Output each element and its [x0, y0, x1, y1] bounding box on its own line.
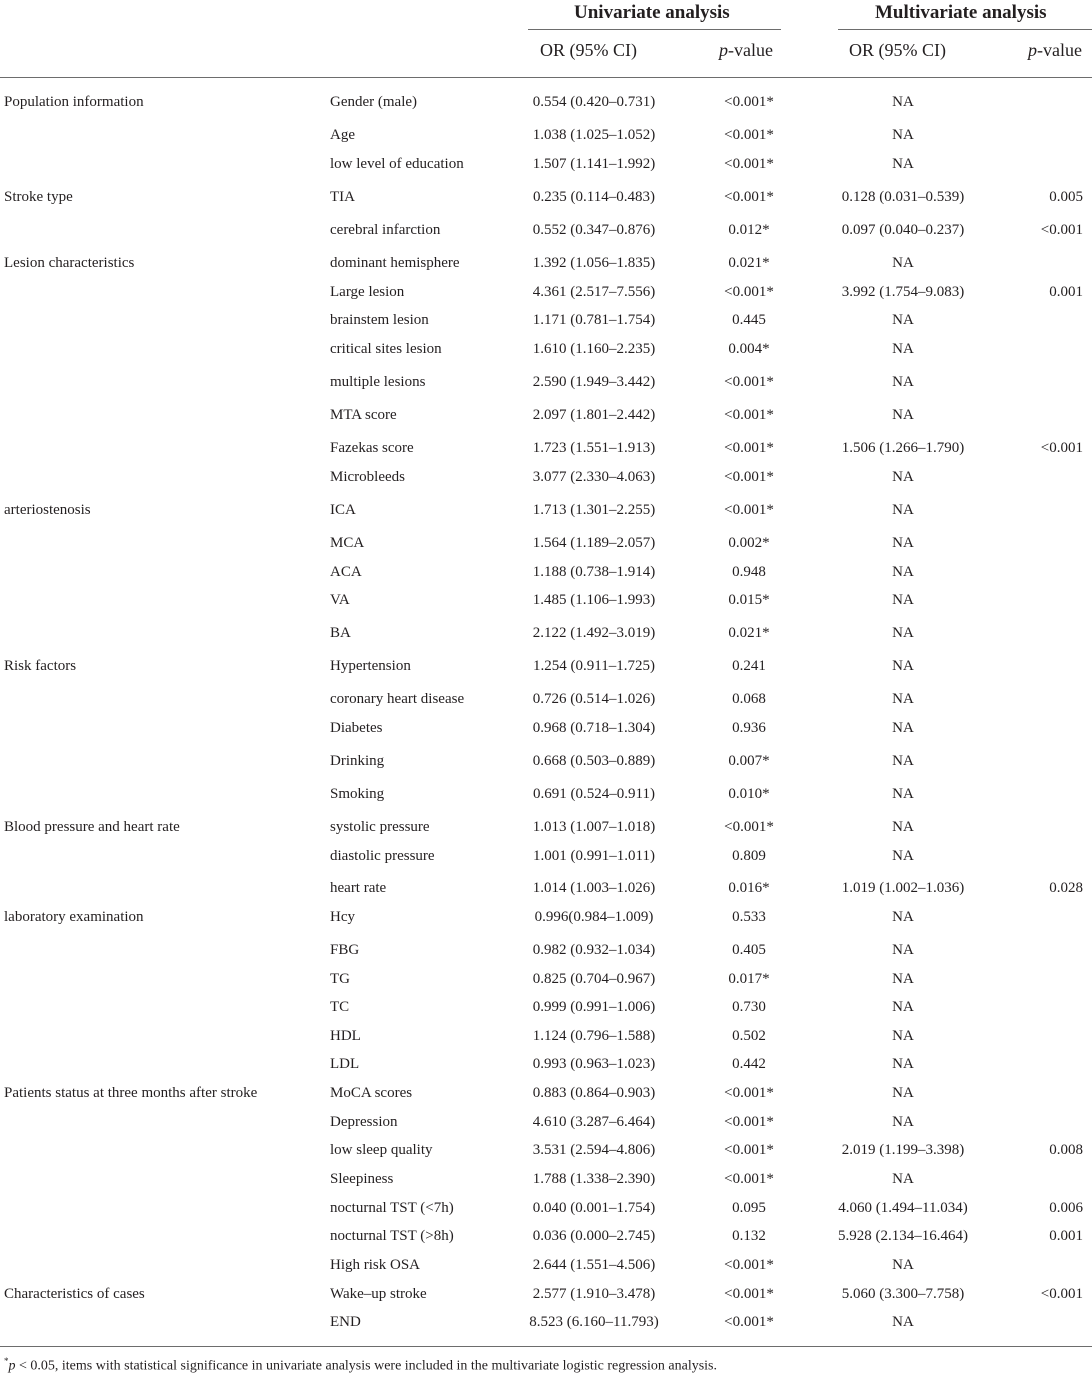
multivariate-p-cell: 0.008 — [1049, 1142, 1083, 1158]
multivariate-or-cell: 0.128 (0.031–0.539) — [841, 189, 965, 205]
multivariate-or-cell: NA — [892, 312, 914, 328]
variable-cell: Microbleeds — [330, 469, 405, 485]
multivariate-or-cell: NA — [892, 1171, 914, 1187]
multivariate-or-cell: NA — [892, 374, 914, 390]
variable-cell: Diabetes — [330, 720, 383, 736]
multivariate-or-cell: NA — [892, 1114, 914, 1130]
footnote — [4, 1356, 717, 1375]
variable-cell: High risk OSA — [330, 1257, 421, 1273]
header-bottom-rule — [0, 77, 1092, 78]
multivariate-or-cell: NA — [892, 971, 914, 987]
univariate-or-cell: 3.531 (2.594–4.806) — [532, 1142, 656, 1158]
univariate-or-cell: 0.036 (0.000–2.745) — [532, 1228, 656, 1244]
univariate-or-cell: 1.013 (1.007–1.018) — [532, 819, 656, 835]
multivariate-p-cell: <0.001 — [1040, 222, 1083, 238]
multivariate-or-cell: NA — [892, 341, 914, 357]
variable-cell: VA — [330, 592, 350, 608]
multivariate-heading: Multivariate analysis — [875, 2, 1047, 23]
variable-cell: MCA — [330, 535, 365, 551]
univariate-p-cell: <0.001* — [724, 407, 774, 423]
or-ci-header-univariate: OR (95% CI) — [540, 40, 637, 60]
univariate-or-cell: 1.564 (1.189–2.057) — [532, 535, 656, 551]
univariate-or-cell: 0.999 (0.991–1.006) — [532, 999, 656, 1015]
univariate-or-cell: 2.590 (1.949–3.442) — [532, 374, 656, 390]
univariate-or-cell: 0.552 (0.347–0.876) — [532, 222, 656, 238]
table-bottom-rule — [0, 1346, 1092, 1347]
univariate-or-cell: 2.577 (1.910–3.478) — [532, 1286, 656, 1302]
multivariate-or-cell: 1.506 (1.266–1.790) — [841, 440, 965, 456]
footnote-marker: * — [4, 1356, 9, 1366]
multivariate-p-cell: 0.001 — [1049, 1228, 1083, 1244]
univariate-p-cell: <0.001* — [724, 94, 774, 110]
multivariate-or-cell: NA — [892, 999, 914, 1015]
variable-cell: ACA — [330, 564, 362, 580]
univariate-p-cell: <0.001* — [724, 374, 774, 390]
variable-cell: Gender (male) — [330, 94, 418, 110]
univariate-or-cell: 1.507 (1.141–1.992) — [532, 156, 656, 172]
variable-cell: Depression — [330, 1114, 398, 1130]
variable-cell: Sleepiness — [330, 1171, 394, 1187]
variable-cell: critical sites lesion — [330, 341, 442, 357]
footnote-p-symbol: p — [8, 1358, 16, 1374]
univariate-underline — [528, 29, 781, 30]
univariate-p-cell: 0.068 — [732, 691, 766, 707]
univariate-p-cell: <0.001* — [724, 1286, 774, 1302]
p-symbol: p — [719, 40, 728, 60]
univariate-p-cell: 0.007* — [728, 753, 770, 769]
multivariate-or-cell: NA — [892, 592, 914, 608]
univariate-or-cell: 1.038 (1.025–1.052) — [532, 127, 656, 143]
univariate-p-cell: 0.241 — [732, 658, 766, 674]
univariate-or-cell: 1.124 (0.796–1.588) — [532, 1028, 656, 1044]
variable-cell: TC — [330, 999, 350, 1015]
variable-cell: Hypertension — [330, 658, 411, 674]
multivariate-or-cell: NA — [892, 909, 914, 925]
univariate-or-cell: 0.235 (0.114–0.483) — [533, 189, 655, 205]
footnote-text: < 0.05, items with statistical significance in univariate analysis were included in the multivariate logistic regression analysis. — [15, 1358, 717, 1374]
multivariate-or-cell: NA — [892, 535, 914, 551]
univariate-p-cell: 0.533 — [732, 909, 766, 925]
univariate-or-cell: 1.014 (1.003–1.026) — [532, 880, 656, 896]
univariate-p-cell: <0.001* — [724, 284, 774, 300]
univariate-p-cell: 0.405 — [732, 942, 766, 958]
variable-cell: nocturnal TST (<7h) — [330, 1200, 454, 1216]
univariate-or-cell: 0.825 (0.704–0.967) — [532, 971, 656, 987]
univariate-p-cell: <0.001* — [724, 127, 774, 143]
univariate-p-cell: 0.015* — [728, 592, 770, 608]
variable-cell: systolic pressure — [330, 819, 430, 835]
multivariate-or-cell: NA — [892, 786, 914, 802]
variable-cell: nocturnal TST (>8h) — [330, 1228, 454, 1244]
variable-cell: MTA score — [330, 407, 397, 423]
category-cell: Patients status at three months after stroke — [4, 1085, 258, 1101]
univariate-or-cell: 1.188 (0.738–1.914) — [532, 564, 656, 580]
multivariate-or-cell: 5.928 (2.134–16.464) — [838, 1228, 968, 1244]
category-cell: Lesion characteristics — [4, 255, 135, 271]
multivariate-or-cell: NA — [892, 156, 914, 172]
univariate-p-cell: 0.010* — [728, 786, 770, 802]
variable-cell: low level of education — [330, 156, 464, 172]
univariate-or-cell: 0.883 (0.864–0.903) — [532, 1085, 656, 1101]
univariate-p-cell: 0.730 — [732, 999, 766, 1015]
univariate-p-cell: <0.001* — [724, 189, 774, 205]
univariate-or-cell: 1.392 (1.056–1.835) — [532, 255, 656, 271]
variable-cell: heart rate — [330, 880, 387, 896]
univariate-or-cell: 1.254 (0.911–1.725) — [533, 658, 655, 674]
multivariate-underline — [838, 29, 1092, 30]
variable-cell: ICA — [330, 502, 356, 518]
univariate-p-cell: 0.132 — [732, 1228, 766, 1244]
multivariate-or-cell: 2.019 (1.199–3.398) — [841, 1142, 965, 1158]
univariate-p-cell: <0.001* — [724, 1085, 774, 1101]
univariate-p-cell: 0.004* — [728, 341, 770, 357]
univariate-p-cell: <0.001* — [724, 1142, 774, 1158]
multivariate-p-cell: 0.005 — [1049, 189, 1083, 205]
multivariate-or-cell: NA — [892, 691, 914, 707]
univariate-or-cell: 0.996(0.984–1.009) — [534, 909, 654, 925]
multivariate-or-cell: NA — [892, 407, 914, 423]
univariate-or-cell: 2.644 (1.551–4.506) — [532, 1257, 656, 1273]
multivariate-or-cell: NA — [892, 469, 914, 485]
univariate-or-cell: 0.968 (0.718–1.304) — [532, 720, 656, 736]
multivariate-or-cell: NA — [892, 502, 914, 518]
variable-cell: TG — [330, 971, 350, 987]
univariate-p-cell: 0.502 — [732, 1028, 766, 1044]
univariate-p-cell: <0.001* — [724, 156, 774, 172]
univariate-or-cell: 0.554 (0.420–0.731) — [532, 94, 656, 110]
univariate-p-cell: <0.001* — [724, 440, 774, 456]
multivariate-p-cell: 0.006 — [1049, 1200, 1083, 1216]
univariate-or-cell: 8.523 (6.160–11.793) — [529, 1314, 659, 1330]
univariate-or-cell: 0.993 (0.963–1.023) — [532, 1056, 656, 1072]
multivariate-or-cell: 4.060 (1.494–11.034) — [838, 1200, 968, 1216]
variable-cell: LDL — [330, 1056, 360, 1072]
multivariate-or-cell: NA — [892, 255, 914, 271]
univariate-p-cell: 0.017* — [728, 971, 770, 987]
univariate-or-cell: 1.485 (1.106–1.993) — [532, 592, 656, 608]
variable-cell: low sleep quality — [330, 1142, 433, 1158]
category-cell: Blood pressure and heart rate — [4, 819, 180, 835]
univariate-or-cell: 4.610 (3.287–6.464) — [532, 1114, 656, 1130]
variable-cell: Wake–up stroke — [330, 1286, 427, 1302]
univariate-or-cell: 0.040 (0.001–1.754) — [532, 1200, 656, 1216]
univariate-or-cell: 1.171 (0.781–1.754) — [532, 312, 656, 328]
univariate-or-cell: 0.726 (0.514–1.026) — [532, 691, 656, 707]
multivariate-or-cell: NA — [892, 1314, 914, 1330]
univariate-or-cell: 1.001 (0.991–1.011) — [533, 848, 655, 864]
multivariate-or-cell: NA — [892, 819, 914, 835]
univariate-or-cell: 0.668 (0.503–0.889) — [532, 753, 656, 769]
p-symbol: p — [1028, 40, 1037, 60]
univariate-or-cell: 2.122 (1.492–3.019) — [532, 625, 656, 641]
multivariate-p-cell: <0.001 — [1040, 1286, 1083, 1302]
univariate-p-cell: 0.445 — [732, 312, 766, 328]
multivariate-or-cell: NA — [892, 1257, 914, 1273]
univariate-p-cell: <0.001* — [724, 502, 774, 518]
multivariate-or-cell: NA — [892, 942, 914, 958]
univariate-or-cell: 1.788 (1.338–2.390) — [532, 1171, 656, 1187]
variable-cell: Hcy — [330, 909, 355, 925]
multivariate-or-cell: NA — [892, 848, 914, 864]
multivariate-or-cell: 5.060 (3.300–7.758) — [841, 1286, 965, 1302]
variable-cell: multiple lesions — [330, 374, 426, 390]
univariate-or-cell: 0.691 (0.524–0.911) — [533, 786, 655, 802]
univariate-or-cell: 2.097 (1.801–2.442) — [532, 407, 656, 423]
variable-cell: coronary heart disease — [330, 691, 465, 707]
multivariate-or-cell: NA — [892, 625, 914, 641]
multivariate-or-cell: NA — [892, 564, 914, 580]
p-value-suffix: -value — [1037, 40, 1082, 60]
category-cell: arteriostenosis — [4, 502, 91, 518]
univariate-or-cell: 1.610 (1.160–2.235) — [532, 341, 656, 357]
univariate-p-cell: 0.016* — [728, 880, 770, 896]
univariate-or-cell: 3.077 (2.330–4.063) — [532, 469, 656, 485]
p-value-suffix: -value — [728, 40, 773, 60]
univariate-or-cell: 0.982 (0.932–1.034) — [532, 942, 656, 958]
variable-cell: cerebral infarction — [330, 222, 441, 238]
multivariate-p-cell: 0.028 — [1049, 880, 1083, 896]
variable-cell: END — [330, 1314, 361, 1330]
category-cell: Stroke type — [4, 189, 73, 205]
variable-cell: BA — [330, 625, 351, 641]
univariate-p-cell: 0.021* — [728, 255, 770, 271]
variable-cell: diastolic pressure — [330, 848, 435, 864]
univariate-p-cell: 0.442 — [732, 1056, 766, 1072]
univariate-p-cell: <0.001* — [724, 1257, 774, 1273]
univariate-or-cell: 4.361 (2.517–7.556) — [532, 284, 656, 300]
variable-cell: Large lesion — [330, 284, 405, 300]
univariate-or-cell: 1.713 (1.301–2.255) — [532, 502, 656, 518]
multivariate-or-cell: NA — [892, 720, 914, 736]
univariate-heading: Univariate analysis — [574, 2, 730, 23]
variable-cell: Drinking — [330, 753, 385, 769]
multivariate-or-cell: 3.992 (1.754–9.083) — [841, 284, 965, 300]
variable-cell: brainstem lesion — [330, 312, 429, 328]
multivariate-or-cell: NA — [892, 94, 914, 110]
univariate-p-cell: 0.936 — [732, 720, 766, 736]
variable-cell: Fazekas score — [330, 440, 414, 456]
p-value-header-univariate — [719, 40, 773, 61]
variable-cell: Age — [330, 127, 355, 143]
variable-cell: MoCA scores — [330, 1085, 413, 1101]
univariate-p-cell: <0.001* — [724, 1314, 774, 1330]
or-ci-header-multivariate: OR (95% CI) — [849, 40, 946, 60]
multivariate-or-cell: NA — [892, 1056, 914, 1072]
multivariate-or-cell: NA — [892, 1085, 914, 1101]
multivariate-or-cell: 0.097 (0.040–0.237) — [841, 222, 965, 238]
univariate-or-cell: 1.723 (1.551–1.913) — [532, 440, 656, 456]
univariate-p-cell: <0.001* — [724, 1114, 774, 1130]
univariate-p-cell: <0.001* — [724, 469, 774, 485]
multivariate-or-cell: NA — [892, 658, 914, 674]
category-cell: Risk factors — [4, 658, 77, 674]
univariate-p-cell: 0.809 — [732, 848, 766, 864]
multivariate-or-cell: NA — [892, 1028, 914, 1044]
category-cell: laboratory examination — [4, 909, 144, 925]
variable-cell: dominant hemisphere — [330, 255, 460, 271]
univariate-p-cell: 0.948 — [732, 564, 766, 580]
univariate-p-cell: <0.001* — [724, 819, 774, 835]
multivariate-p-cell: <0.001 — [1040, 440, 1083, 456]
univariate-p-cell: <0.001* — [724, 1171, 774, 1187]
multivariate-p-cell: 0.001 — [1049, 284, 1083, 300]
p-value-header-multivariate — [1028, 40, 1082, 61]
variable-cell: FBG — [330, 942, 360, 958]
variable-cell: HDL — [330, 1028, 361, 1044]
multivariate-or-cell: NA — [892, 127, 914, 143]
category-cell: Characteristics of cases — [4, 1286, 145, 1302]
category-cell: Population information — [4, 94, 144, 110]
multivariate-or-cell: 1.019 (1.002–1.036) — [841, 880, 965, 896]
univariate-p-cell: 0.002* — [728, 535, 770, 551]
variable-cell: TIA — [330, 189, 355, 205]
variable-cell: Smoking — [330, 786, 385, 802]
univariate-p-cell: 0.012* — [728, 222, 770, 238]
multivariate-or-cell: NA — [892, 753, 914, 769]
univariate-p-cell: 0.095 — [732, 1200, 766, 1216]
univariate-p-cell: 0.021* — [728, 625, 770, 641]
